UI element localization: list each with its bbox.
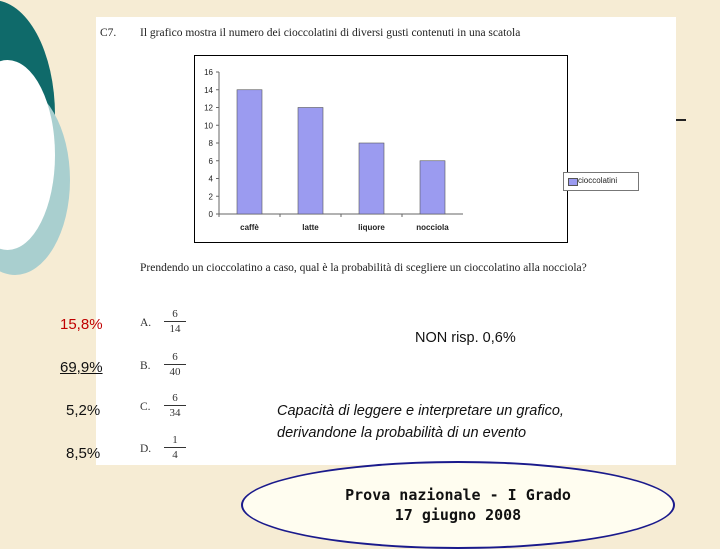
skill-caption (277, 400, 564, 444)
footer-oval (241, 461, 675, 549)
option-c-denominator: 34 (169, 407, 181, 419)
footer-line-2: 17 giugno 2008 (394, 506, 522, 524)
question-card (96, 17, 676, 465)
option-b-percentage: 69,9% (60, 359, 103, 376)
x-tick-label: latte (302, 223, 319, 232)
bar-latte (298, 108, 323, 215)
y-tick-label: 2 (208, 192, 213, 202)
question-prompt: Prendendo un cioccolatino a caso, qual è la probabilità di scegliere un cioccolatino alla nocciola? (140, 262, 587, 274)
fraction-bar (164, 405, 186, 406)
bar-nocciola (420, 161, 445, 214)
option-c-percentage: 5,2% (66, 402, 101, 419)
option-b-denominator: 40 (169, 366, 181, 378)
option-d-numerator: 1 (172, 434, 178, 446)
y-tick-label: 4 (208, 174, 213, 184)
bar-chart (194, 55, 618, 243)
footer-text (243, 485, 673, 525)
option-a-percentage: 15,8% (60, 316, 103, 333)
y-tick-label: 6 (208, 156, 213, 166)
option-d-denominator: 4 (172, 449, 178, 461)
fraction-bar (164, 321, 186, 322)
legend-swatch (568, 178, 578, 186)
option-c-numerator: 6 (172, 392, 178, 404)
no-answer-percentage: NON risp. 0,6% (415, 330, 516, 346)
option-c-fraction (164, 392, 186, 419)
bar-liquore (359, 143, 384, 214)
y-tick-label: 16 (204, 68, 213, 77)
question-number: C7. (100, 27, 117, 39)
option-a-fraction (164, 308, 186, 335)
y-tick-label: 12 (204, 103, 213, 113)
option-b-fraction (164, 351, 186, 378)
question-text: Il grafico mostra il numero dei cioccolatini di diversi gusti contenuti in una scatola (140, 27, 521, 39)
x-tick-label: caffè (240, 223, 259, 232)
option-d-letter: D. (140, 443, 152, 455)
legend-label: cioccolatini (578, 176, 618, 185)
fraction-bar (164, 447, 186, 448)
fraction-bar (164, 364, 186, 365)
chart-legend (563, 172, 639, 191)
option-d-percentage: 8,5% (66, 445, 101, 462)
option-c-letter: C. (140, 401, 151, 413)
footer-line-1: Prova nazionale - I Grado (345, 486, 571, 504)
skill-caption-line-2: derivandone la probabilità di un evento (277, 425, 527, 441)
option-a-letter: A. (140, 317, 152, 329)
decorative-dash (676, 119, 686, 121)
option-d-fraction (164, 434, 186, 461)
option-b-numerator: 6 (172, 351, 178, 363)
y-tick-label: 14 (204, 85, 213, 95)
bar-caffè (237, 90, 262, 214)
y-tick-label: 8 (208, 139, 213, 148)
x-tick-label: nocciola (416, 223, 449, 232)
option-b-letter: B. (140, 360, 151, 372)
y-tick-label: 10 (204, 121, 213, 131)
option-a-denominator: 14 (169, 323, 181, 335)
x-tick-label: liquore (358, 223, 385, 232)
option-a-numerator: 6 (172, 308, 178, 320)
y-tick-label: 0 (208, 210, 213, 219)
skill-caption-line-1: Capacità di leggere e interpretare un grafico, (277, 403, 564, 419)
